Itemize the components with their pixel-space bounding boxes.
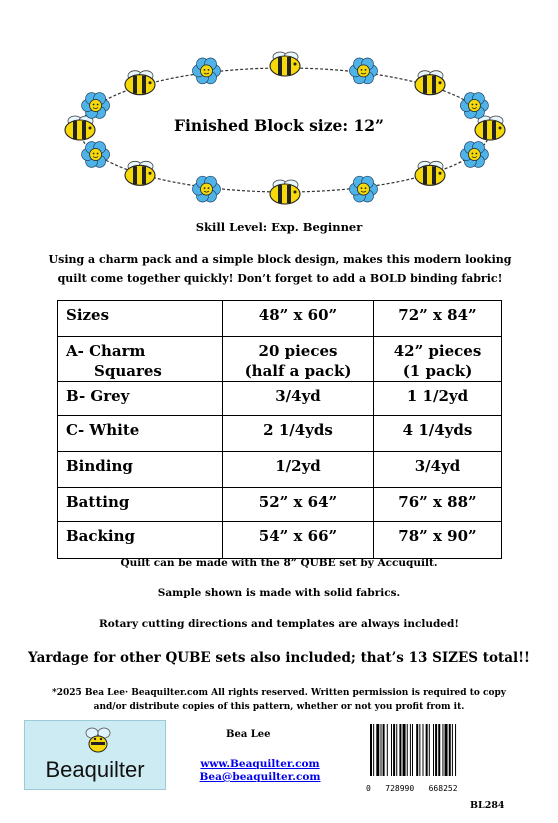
email-link[interactable]: Bea@beaquilter.com bbox=[199, 771, 321, 783]
cell-text: 2 1/4yds bbox=[263, 421, 333, 439]
bee-icon bbox=[270, 180, 300, 204]
table-row bbox=[58, 337, 502, 382]
copyright-notice bbox=[30, 686, 528, 714]
size-72x84-value bbox=[374, 337, 502, 382]
cell-text: 3/4yd bbox=[414, 457, 461, 475]
bee-icon bbox=[415, 71, 445, 95]
copyright-line-1: *2025 Bea Lee· Beaquilter.com All rights reserved. Written permission is required to copy bbox=[51, 688, 507, 698]
table-row bbox=[58, 416, 502, 452]
table-row bbox=[58, 522, 502, 559]
intro-line-1: Using a charm pack and a simple block design, makes this modern looking bbox=[48, 253, 512, 266]
size-72x84-value bbox=[374, 452, 502, 488]
flower-icon bbox=[193, 176, 221, 202]
bee-icon bbox=[125, 161, 155, 185]
barcode-number: 0 728990 668252 bbox=[366, 784, 458, 793]
cell-text: Backing bbox=[66, 527, 136, 545]
flower-icon bbox=[82, 142, 110, 168]
cell-text: Binding bbox=[66, 457, 133, 475]
row-label bbox=[58, 382, 223, 416]
fabric-requirements-table bbox=[57, 300, 502, 559]
cell-text: 1 1/2yd bbox=[406, 387, 469, 405]
flower-icon bbox=[350, 58, 378, 84]
qube-note: Quilt can be made with the 8” QUBE set by Accuquilt. bbox=[120, 557, 438, 569]
barcode-bars bbox=[366, 722, 496, 784]
size-48x60-value bbox=[223, 488, 374, 522]
intro-line-2: quilt come together quickly! Don’t forget to add a BOLD binding fabric! bbox=[57, 272, 503, 285]
size-72x84-value bbox=[374, 382, 502, 416]
cell-text: B- Grey bbox=[66, 387, 130, 405]
row-label bbox=[58, 301, 223, 337]
cell-text: 20 pieces bbox=[258, 342, 338, 360]
website-link[interactable]: www.Beaquilter.com bbox=[200, 758, 320, 770]
cell-text: Squares bbox=[94, 362, 162, 380]
row-label bbox=[58, 452, 223, 488]
size-72x84-value bbox=[374, 522, 502, 559]
intro-paragraph bbox=[18, 250, 542, 288]
flower-icon bbox=[82, 93, 110, 119]
cell-text: 42” pieces bbox=[393, 342, 482, 360]
table-row bbox=[58, 382, 502, 416]
flower-icon bbox=[350, 176, 378, 202]
cell-text: 76” x 88” bbox=[398, 493, 477, 511]
bee-icon bbox=[415, 161, 445, 185]
row-label bbox=[58, 522, 223, 559]
cell-text: 78” x 90” bbox=[398, 527, 477, 545]
table-row bbox=[58, 488, 502, 522]
cell-text: Batting bbox=[66, 493, 130, 511]
size-48x60-value bbox=[223, 452, 374, 488]
cell-text: 52” x 64” bbox=[258, 493, 338, 511]
table-row bbox=[58, 452, 502, 488]
yardage-note: Yardage for other QUBE sets also included; that’s 13 SIZES total!! bbox=[28, 650, 530, 666]
cell-text: 48” x 60” bbox=[258, 306, 338, 324]
cell-text: A- Charm bbox=[66, 342, 146, 360]
row-label bbox=[58, 488, 223, 522]
cell-text: C- White bbox=[66, 421, 140, 439]
row-label bbox=[58, 337, 223, 382]
size-72x84-value bbox=[374, 416, 502, 452]
cell-text: 72” x 84” bbox=[398, 306, 477, 324]
cell-text: 4 1/4yds bbox=[402, 421, 473, 439]
sample-note: Sample shown is made with solid fabrics. bbox=[157, 587, 401, 599]
cell-text: Sizes bbox=[66, 306, 110, 324]
row-label bbox=[58, 416, 223, 452]
size-72x84-value bbox=[374, 488, 502, 522]
flower-icon bbox=[193, 58, 221, 84]
cell-text: (half a pack) bbox=[244, 362, 352, 380]
size-48x60-value bbox=[223, 301, 374, 337]
size-48x60-value bbox=[223, 416, 374, 452]
cell-text: 1/2yd bbox=[275, 457, 321, 475]
size-48x60-value bbox=[223, 382, 374, 416]
logo-text: Beaquilter bbox=[45, 757, 145, 782]
copyright-line-2: and/or distribute copies of this pattern, whether or not you profit from it. bbox=[93, 702, 465, 712]
bee-icon bbox=[83, 725, 113, 755]
size-48x60-value bbox=[223, 337, 374, 382]
size-48x60-value bbox=[223, 522, 374, 559]
cell-text: 3/4yd bbox=[275, 387, 321, 405]
flower-icon bbox=[460, 93, 488, 119]
barcode bbox=[366, 722, 496, 794]
cell-text: 54” x 66” bbox=[258, 527, 338, 545]
finished-block-size: Finished Block size: 12” bbox=[174, 116, 384, 135]
pattern-code: BL284 bbox=[470, 800, 505, 811]
flower-icon bbox=[460, 142, 488, 168]
size-72x84-value bbox=[374, 301, 502, 337]
skill-level: Skill Level: Exp. Beginner bbox=[195, 220, 363, 234]
bee-icon bbox=[125, 71, 155, 95]
author-name: Bea Lee bbox=[226, 729, 271, 740]
bee-icon bbox=[270, 52, 300, 76]
rotary-note: Rotary cutting directions and templates are always included! bbox=[99, 618, 459, 630]
table-row bbox=[58, 301, 502, 337]
cell-text: (1 pack) bbox=[402, 362, 473, 380]
